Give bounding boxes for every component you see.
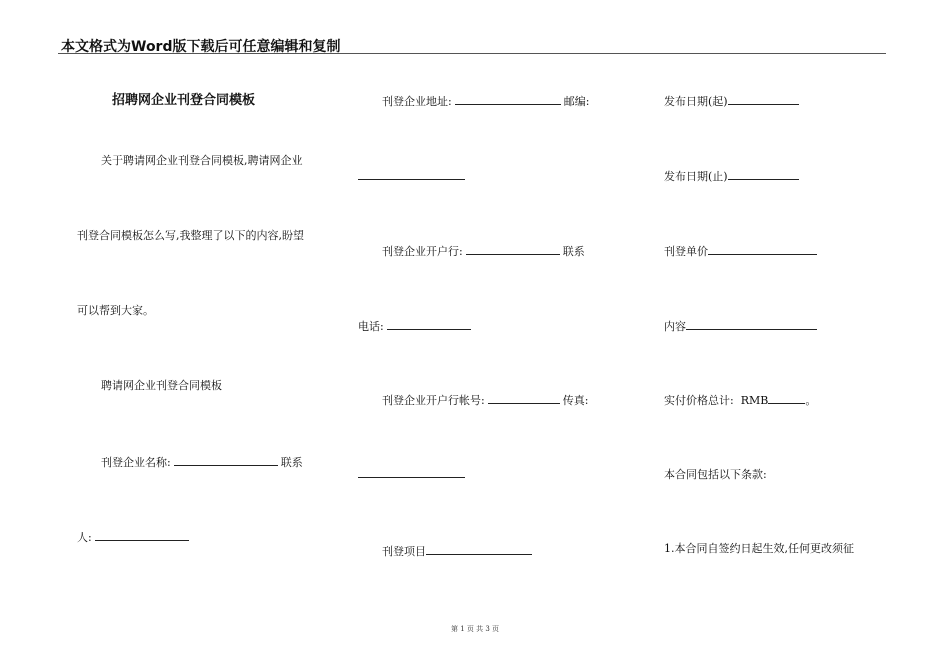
account-row	[382, 392, 588, 408]
item-label: 刊登项目	[382, 545, 426, 558]
company-name-suffix: 联系	[280, 456, 303, 469]
content-blank	[686, 318, 817, 330]
phone-row	[358, 318, 474, 334]
item-row	[382, 543, 535, 559]
address-row	[382, 93, 589, 109]
end-date-label: 发布日期(止)	[664, 170, 728, 183]
address-continuation-blank	[358, 179, 465, 180]
total-row	[664, 392, 816, 408]
total-end: 。	[805, 394, 817, 407]
account-blank	[488, 392, 560, 404]
start-date-row	[664, 93, 802, 109]
fax-continuation-blank	[358, 477, 465, 478]
end-date-row	[664, 168, 802, 184]
company-name-label: 刊登企业名称:	[101, 456, 171, 469]
page-number: 第 1 页 共 3 页	[450, 625, 500, 633]
address-blank	[455, 93, 561, 105]
header-divider	[58, 53, 886, 54]
bank-suffix: 联系	[562, 245, 585, 258]
content-row	[664, 318, 820, 334]
intro-line-1: 关于聘请网企业刊登合同模板,聘请网企业	[101, 154, 303, 167]
total-label: 实付价格总计:	[664, 394, 734, 407]
contact-person-label: 人:	[77, 531, 92, 544]
document-header: 本文格式为Word版下载后可任意编辑和复制	[61, 39, 341, 55]
contact-person-blank	[95, 529, 189, 541]
section-subtitle: 聘请网企业刊登合同模板	[101, 379, 222, 392]
contract-title: 招聘网企业刊登合同模板	[112, 93, 256, 108]
end-date-blank	[728, 168, 799, 180]
unit-price-blank	[708, 243, 817, 255]
item-blank	[426, 543, 532, 555]
account-label: 刊登企业开户行帐号:	[382, 394, 485, 407]
unit-price-label: 刊登单价	[664, 245, 708, 258]
total-blank	[768, 392, 805, 404]
bank-label: 刊登企业开户行:	[382, 245, 463, 258]
company-name-blank	[174, 454, 278, 466]
start-date-blank	[728, 93, 799, 105]
intro-line-3: 可以帮到大家。	[77, 304, 154, 317]
unit-price-row	[664, 243, 820, 259]
contact-person-row	[77, 529, 192, 545]
start-date-label: 发布日期(起)	[664, 95, 728, 108]
phone-label: 电话:	[358, 320, 384, 333]
clauses-heading: 本合同包括以下条款:	[664, 468, 767, 481]
bank-row	[382, 243, 585, 259]
bank-blank	[466, 243, 560, 255]
company-name-row	[101, 454, 303, 470]
fax-label: 传真:	[562, 394, 589, 407]
address-label: 刊登企业地址:	[382, 95, 452, 108]
content-label: 内容	[664, 320, 686, 333]
postcode-label: 邮编:	[563, 95, 590, 108]
clause-1: 1.本合同自签约日起生效,任何更改须征	[664, 542, 854, 555]
intro-line-2: 刊登合同模板怎么写,我整理了以下的内容,盼望	[77, 229, 304, 242]
currency-label: RMB	[740, 394, 769, 407]
phone-blank	[387, 318, 471, 330]
